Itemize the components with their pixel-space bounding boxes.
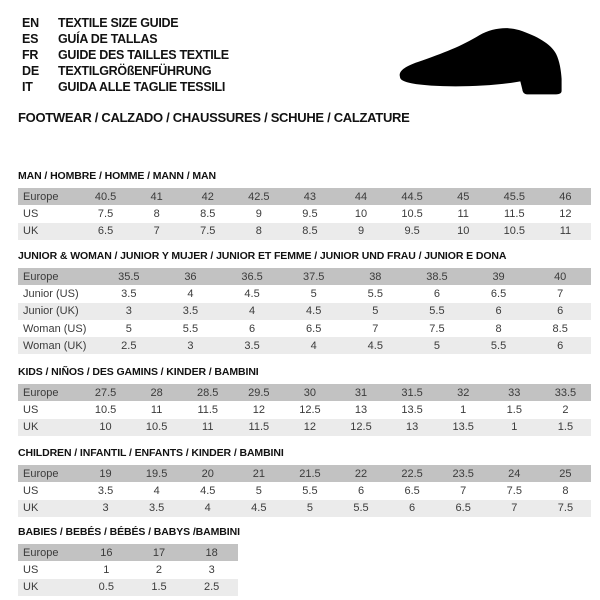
language-code: DE [22,64,39,78]
size-cell: 9.5 [387,223,438,240]
table-row [18,205,591,222]
language-title: GUIDA ALLE TAGLIE TESSILI [58,80,226,94]
section-title: JUNIOR & WOMAN / JUNIOR Y MUJER / JUNIOR ET FEMME / JUNIOR UND FRAU / JUNIOR E DONA [18,250,507,262]
size-cell: 5 [284,500,335,517]
size-cell: 8 [233,223,284,240]
size-cell: 3 [208,563,215,576]
size-cell: 6.5 [490,287,507,300]
language-title: GUIDE DES TAILLES TEXTILE [58,48,229,62]
language-title: TEXTILE SIZE GUIDE [58,16,179,30]
language-code: EN [22,16,39,30]
size-cell: 7 [372,322,379,335]
size-cell: 30 [284,384,335,401]
size-cell: 10 [354,207,368,220]
size-cell: 29.5 [233,384,284,401]
size-cell: 16 [80,544,133,561]
size-cell: 5 [125,322,132,335]
size-cell: 28.5 [182,384,233,401]
size-cell: 21 [233,465,284,482]
size-cell: 6 [249,322,256,335]
section-babies [18,526,240,596]
size-cell: 2 [562,403,569,416]
size-cell: 5.5 [182,322,199,335]
language-row [22,31,229,47]
size-cell: 42 [182,188,233,205]
size-cell: 38 [345,268,407,285]
size-cell: 7.5 [97,207,114,220]
size-cell: 1 [489,419,540,436]
table-row [18,285,591,302]
table-row [18,482,591,499]
size-cell: 8 [153,207,160,220]
size-cell: 6 [387,500,438,517]
size-cell: 4.5 [283,303,345,320]
table-row [18,419,591,436]
row-label: Junior (US) [23,287,79,300]
table-row [18,188,591,205]
size-cell: 32 [438,384,489,401]
size-cell: 7 [131,223,182,240]
dress-shoe-icon [396,26,580,100]
size-cell: 0.5 [80,579,133,596]
size-cell: 45 [438,188,489,205]
table-row [18,561,238,578]
size-cell: 5.5 [468,337,530,354]
size-cell: 46 [540,188,591,205]
language-row [22,63,229,79]
size-cell: 11.5 [233,419,284,436]
size-cell: 1 [103,563,110,576]
table-row [18,401,591,418]
size-cell: 38.5 [406,268,468,285]
size-cell: 44.5 [387,188,438,205]
size-cell: 9 [255,207,262,220]
row-label: Europe [18,268,98,285]
row-label: UK [18,223,80,240]
size-cell: 3 [80,500,131,517]
size-cell: 3 [160,337,222,354]
size-cell: 40.5 [80,188,131,205]
table-row [18,320,591,337]
size-cell: 10.5 [489,223,540,240]
size-cell: 41 [131,188,182,205]
table-row [18,500,591,517]
size-cell: 6 [357,484,365,497]
table-row [18,465,591,482]
size-cell: 11 [457,207,469,220]
size-cell: 4 [283,337,345,354]
size-cell: 12.5 [299,403,321,416]
size-cell: 4.5 [200,484,216,497]
row-label: Junior (UK) [18,303,98,320]
row-label: Europe [18,465,80,482]
size-cell: 10 [80,419,131,436]
row-label: UK [18,579,80,596]
language-code: ES [22,32,39,46]
kids-size-table [18,384,591,436]
size-cell: 12 [252,403,265,416]
size-cell: 8 [495,322,502,335]
size-cell: 8 [562,484,569,497]
size-cell: 7.5 [540,500,591,517]
section-children [18,447,591,517]
size-cell: 10.5 [94,403,117,416]
section-title: BABIES / BEBÉS / BÉBÉS / BABYS /BAMBINI [18,526,240,538]
size-cell: 36 [160,268,222,285]
size-cell: 5 [345,303,407,320]
section-title: KIDS / NIÑOS / DES GAMINS / KINDER / BAMBINI [18,366,259,378]
language-row [22,15,229,31]
row-label: US [23,563,39,576]
category-line: FOOTWEAR / CALZADO / CHAUSSURES / SCHUHE / CALZATURE [18,110,410,125]
size-cell: 9 [335,223,386,240]
size-cell: 5.5 [335,500,386,517]
table-row [18,579,238,596]
language-row [22,79,229,95]
size-cell: 23.5 [438,465,489,482]
size-cell: 39 [468,268,530,285]
size-cell: 10 [438,223,489,240]
size-cell: 42.5 [233,188,284,205]
size-cell: 8.5 [200,207,216,220]
size-cell: 20 [182,465,233,482]
size-cell: 5.5 [302,484,318,497]
size-cell: 7.5 [506,484,522,497]
size-cell: 6.5 [306,322,322,335]
row-label: Woman (US) [23,322,87,335]
babies-size-table [18,544,238,596]
size-cell: 4.5 [233,500,284,517]
man-size-table [18,188,591,240]
size-cell: 24 [489,465,540,482]
size-cell: 11 [150,403,163,416]
size-cell: 6.5 [80,223,131,240]
junior-woman-size-table [18,268,591,354]
size-cell: 7 [460,484,467,497]
language-code: FR [22,48,39,62]
size-cell: 43 [284,188,335,205]
size-cell: 6 [468,303,530,320]
size-cell: 3 [98,303,160,320]
size-cell: 2.5 [98,337,160,354]
size-cell: 7 [489,500,540,517]
section-junior-woman [18,250,591,354]
size-cell: 12.5 [335,419,386,436]
size-cell: 2 [155,563,163,576]
size-cell: 33.5 [540,384,591,401]
size-cell: 10.5 [401,207,423,220]
language-row [22,47,229,63]
size-cell: 37.5 [283,268,345,285]
size-cell: 40 [529,268,591,285]
table-row [18,303,591,320]
language-code: IT [22,80,33,94]
size-cell: 6.5 [438,500,489,517]
size-cell: 1.5 [506,403,522,416]
size-cell: 13 [387,419,438,436]
size-cell: 31 [335,384,386,401]
size-cell: 3.5 [131,500,182,517]
size-cell: 5 [406,337,468,354]
size-cell: 5 [255,484,262,497]
size-cell: 19 [80,465,131,482]
language-title: GUÍA DE TALLAS [58,32,158,46]
size-cell: 19.5 [131,465,182,482]
table-row [18,384,591,401]
size-cell: 8.5 [552,322,568,335]
size-cell: 6 [433,287,440,300]
size-cell: 45.5 [489,188,540,205]
row-label: UK [18,419,80,436]
section-title: MAN / HOMBRE / HOMME / MANN / MAN [18,170,216,182]
size-cell: 3.5 [160,303,222,320]
section-kids [18,366,591,436]
size-cell: 5.5 [406,303,468,320]
size-cell: 11.5 [197,403,219,416]
table-row [18,268,591,285]
size-cell: 7 [557,287,564,300]
size-cell: 3.5 [121,287,137,300]
size-cell: 6.5 [404,484,420,497]
size-cell: 7.5 [429,322,445,335]
size-cell: 5.5 [367,287,383,300]
row-label: UK [18,500,80,517]
size-cell: 1.5 [540,419,591,436]
row-label: US [23,207,39,220]
size-cell: 10.5 [131,419,182,436]
size-cell: 3.5 [221,337,283,354]
size-cell: 13 [354,403,368,416]
size-cell: 5 [310,287,317,300]
size-cell: 35.5 [98,268,160,285]
size-cell: 6 [529,303,591,320]
size-cell: 3.5 [97,484,114,497]
row-label: Europe [18,188,80,205]
size-cell: 21.5 [284,465,335,482]
table-row [18,544,238,561]
size-cell: 11.5 [504,207,525,220]
size-cell: 17 [133,544,186,561]
row-label: Europe [18,544,80,561]
size-cell: 4 [153,484,160,497]
size-cell: 4.5 [345,337,407,354]
size-cell: 9.5 [302,207,318,220]
size-cell: 8.5 [284,223,335,240]
size-cell: 4 [182,500,233,517]
size-cell: 44 [335,188,386,205]
size-cell: 4 [187,287,194,300]
section-title: CHILDREN / INFANTIL / ENFANTS / KINDER / BAMBINI [18,447,284,459]
row-label: US [23,403,39,416]
size-cell: 4.5 [244,287,260,300]
size-cell: 25 [540,465,591,482]
language-title-list [22,15,229,95]
size-cell: 31.5 [387,384,438,401]
size-cell: 4 [221,303,283,320]
size-cell: 12 [559,207,572,220]
row-label: Woman (UK) [18,337,98,354]
size-cell: 6 [529,337,591,354]
size-cell: 22.5 [387,465,438,482]
size-cell: 13.5 [401,403,423,416]
row-label: US [23,484,39,497]
table-row [18,337,591,354]
size-cell: 7.5 [182,223,233,240]
children-size-table [18,465,591,517]
size-cell: 1.5 [133,579,186,596]
size-cell: 28 [131,384,182,401]
size-cell: 18 [185,544,238,561]
size-cell: 27.5 [80,384,131,401]
section-man [18,170,591,240]
language-title: TEXTILGRÖßENFÜHRUNG [58,64,212,78]
size-cell: 13.5 [438,419,489,436]
size-cell: 12 [284,419,335,436]
size-cell: 36.5 [221,268,283,285]
table-row [18,223,591,240]
size-cell: 33 [489,384,540,401]
row-label: Europe [18,384,80,401]
size-cell: 2.5 [185,579,238,596]
size-cell: 11 [182,419,233,436]
size-cell: 1 [460,403,467,416]
size-cell: 22 [335,465,386,482]
size-cell: 11 [540,223,591,240]
